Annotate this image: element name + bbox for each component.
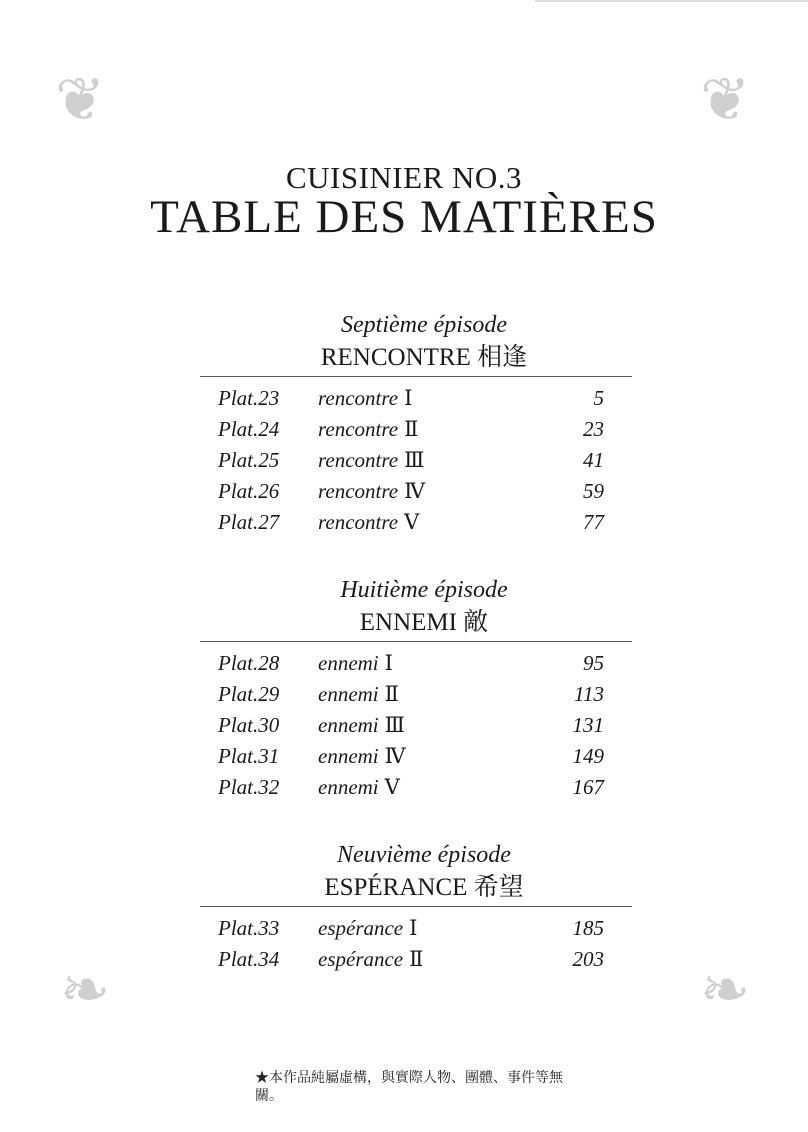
chapter-numeral: Ⅴ	[384, 775, 400, 799]
ornament-top-left-icon: ❦	[55, 67, 106, 133]
chapter-number: Plat.34	[218, 947, 280, 971]
chapter-title-text: rencontre	[318, 510, 399, 534]
ornament-top-right-icon: ❦	[700, 67, 751, 133]
toc-entry[interactable]	[200, 913, 632, 944]
toc-entry[interactable]	[200, 741, 632, 772]
chapter-title-text: rencontre	[318, 417, 399, 441]
chapter-numeral: Ⅰ	[404, 386, 413, 410]
page-title: TABLE DES MATIÈRES	[150, 191, 658, 243]
section-episode-8	[200, 573, 632, 803]
divider	[200, 641, 632, 642]
chapter-title	[318, 741, 406, 772]
chapter-numeral: Ⅳ	[384, 744, 406, 768]
chapter-title	[318, 710, 405, 741]
chapter-numeral: Ⅰ	[384, 651, 393, 675]
chapter-numeral: Ⅱ	[384, 682, 399, 706]
divider	[200, 376, 632, 377]
page-number: 77	[583, 510, 604, 534]
page-number: 131	[572, 713, 604, 737]
episode-heading: RENCONTRE 相逢	[320, 344, 528, 371]
chapter-title	[318, 679, 399, 710]
chapter-number: Plat.26	[218, 479, 280, 503]
divider	[200, 906, 632, 907]
chapter-title-text: espérance	[318, 916, 404, 940]
chapter-title	[318, 445, 424, 476]
chapter-title-text: ennemi	[318, 713, 379, 737]
chapter-title-text: rencontre	[318, 479, 399, 503]
page-number: 5	[593, 386, 604, 410]
volume-subtitle: CUISINIER NO.3	[285, 160, 523, 195]
page-number: 95	[583, 651, 604, 675]
chapter-numeral: Ⅴ	[404, 510, 420, 534]
toc-entry[interactable]	[200, 710, 632, 741]
episode-label: Huitième épisode	[340, 577, 508, 603]
top-edge-line	[535, 0, 808, 2]
toc-entry[interactable]	[200, 476, 632, 507]
chapter-title-text: ennemi	[318, 744, 379, 768]
chapter-number: Plat.32	[218, 775, 280, 799]
chapter-numeral: Ⅱ	[404, 417, 419, 441]
toc-entry[interactable]	[200, 648, 632, 679]
chapter-title	[318, 648, 393, 679]
chapter-numeral: Ⅳ	[404, 479, 426, 503]
section-episode-9	[200, 838, 632, 975]
episode-label: Septième épisode	[341, 312, 507, 338]
chapter-title-text: rencontre	[318, 448, 399, 472]
section-episode-7	[200, 308, 632, 538]
chapter-numeral: Ⅲ	[384, 713, 405, 737]
chapter-title-text: ennemi	[318, 651, 379, 675]
disclaimer-note: ★本作品純屬虛構，與實際人物、團體、事件等無關。	[255, 1071, 563, 1104]
chapter-number: Plat.27	[218, 510, 280, 534]
toc-entry[interactable]	[200, 507, 632, 538]
chapter-number: Plat.31	[218, 744, 280, 768]
ornament-bottom-right-icon: ❧	[700, 957, 751, 1023]
chapter-number: Plat.28	[218, 651, 280, 675]
chapter-number: Plat.23	[218, 386, 280, 410]
page-number: 149	[572, 744, 604, 768]
episode-label: Neuvième épisode	[337, 842, 511, 868]
toc-entry[interactable]	[200, 414, 632, 445]
chapter-title	[318, 414, 418, 445]
page-number: 167	[572, 775, 604, 799]
chapter-title	[318, 944, 423, 975]
page-number: 59	[583, 479, 604, 503]
chapter-title	[318, 476, 425, 507]
chapter-title-text: rencontre	[318, 386, 399, 410]
episode-heading: ESPÉRANCE 希望	[324, 874, 524, 901]
ornament-bottom-left-icon: ❧	[60, 957, 111, 1023]
page-number: 41	[583, 448, 604, 472]
page-number: 203	[572, 947, 604, 971]
chapter-numeral: Ⅲ	[404, 448, 425, 472]
chapter-title	[318, 772, 400, 803]
chapter-numeral: Ⅱ	[409, 947, 424, 971]
chapter-number: Plat.24	[218, 417, 280, 441]
toc-entry[interactable]	[200, 383, 632, 414]
chapter-title-text: ennemi	[318, 775, 379, 799]
chapter-number: Plat.29	[218, 682, 280, 706]
toc-entry[interactable]	[200, 445, 632, 476]
chapter-number: Plat.33	[218, 916, 280, 940]
toc-entry[interactable]	[200, 772, 632, 803]
chapter-title	[318, 913, 417, 944]
page-number: 23	[583, 417, 604, 441]
chapter-title	[318, 383, 412, 414]
chapter-title	[318, 507, 419, 538]
chapter-numeral: Ⅰ	[409, 916, 418, 940]
page-number: 113	[574, 682, 604, 706]
toc-entry[interactable]	[200, 944, 632, 975]
chapter-title-text: espérance	[318, 947, 404, 971]
chapter-title-text: ennemi	[318, 682, 379, 706]
page-number: 185	[572, 916, 604, 940]
chapter-number: Plat.25	[218, 448, 280, 472]
episode-heading: ENNEMI 敵	[359, 609, 489, 636]
chapter-number: Plat.30	[218, 713, 280, 737]
toc-entry[interactable]	[200, 679, 632, 710]
